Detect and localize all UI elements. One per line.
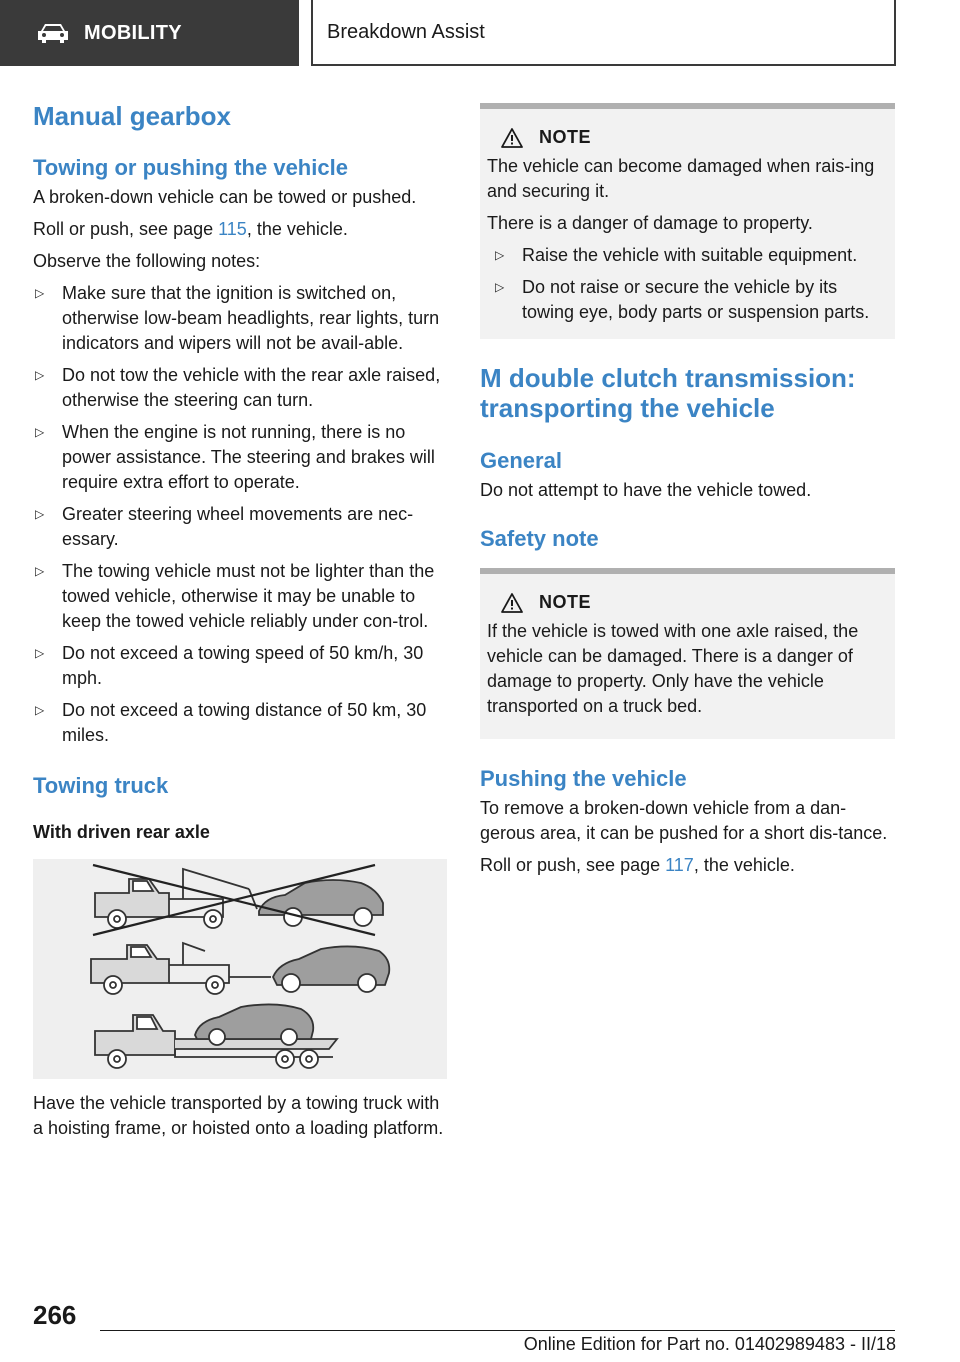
section-tab bbox=[311, 0, 896, 66]
tow-truck-lifting-icon bbox=[95, 869, 257, 928]
paragraph-roll-push-117: Roll or push, see page 117, the vehicle. bbox=[480, 855, 795, 875]
list-item: ▷ Greater steering wheel movements are nec-essary. bbox=[35, 504, 414, 549]
paragraph-observe: Observe the following notes: bbox=[33, 251, 261, 271]
list-item: ▷ Raise the vehicle with suitable equipment. bbox=[493, 243, 889, 268]
note-header bbox=[487, 127, 889, 148]
page-header bbox=[0, 0, 960, 66]
towing-methods-illustration bbox=[33, 859, 447, 1079]
triangle-bullet-icon: ▷ bbox=[495, 248, 505, 262]
section-title: Breakdown Assist bbox=[327, 20, 485, 43]
warning-icon bbox=[501, 593, 523, 613]
triangle-bullet-icon: ▷ bbox=[35, 286, 45, 300]
paragraph-general: Do not attempt to have the vehicle towed. bbox=[480, 480, 812, 500]
footer-divider bbox=[100, 1330, 895, 1331]
loaded-car-icon bbox=[195, 1004, 313, 1045]
triangle-bullet-icon: ▷ bbox=[35, 646, 45, 660]
paragraph-roll-push: Roll or push, see page 115, the vehicle. bbox=[33, 219, 348, 239]
warning-icon bbox=[501, 128, 523, 148]
left-column bbox=[33, 100, 447, 1141]
triangle-bullet-icon: ▷ bbox=[35, 564, 45, 578]
triangle-bullet-icon: ▷ bbox=[35, 368, 45, 382]
heading-towing-pushing: Towing or pushing the vehicle bbox=[33, 155, 348, 180]
mobility-tab-label: MOBILITY bbox=[84, 21, 182, 44]
caption-towing-truck: Have the vehicle transported by a towing truck with a hoisting frame, or hoisted onto a loading platform. bbox=[33, 1093, 444, 1138]
heading-towing-truck: Towing truck bbox=[33, 773, 169, 798]
note-title: NOTE bbox=[539, 592, 592, 612]
page-link-115[interactable]: 115 bbox=[218, 219, 247, 239]
list-item: ▷ When the engine is not running, there is no power assistance. The steering and brakes will require extra effort to operate. bbox=[35, 422, 435, 492]
note-header bbox=[487, 592, 889, 613]
triangle-bullet-icon: ▷ bbox=[35, 703, 45, 717]
list-item: ▷ Do not exceed a towing distance of 50 km, 30 miles. bbox=[35, 700, 427, 745]
page-number: 266 bbox=[33, 1300, 77, 1330]
heading-safety-note: Safety note bbox=[480, 526, 599, 551]
tow-truck-illustration bbox=[33, 859, 447, 1079]
note-text: The vehicle can become damaged when rais-ing and securing it. bbox=[487, 156, 875, 201]
paragraph-broken-down: A broken-down vehicle can be towed or pushed. bbox=[33, 187, 417, 207]
note-box-axle-raised bbox=[480, 568, 895, 739]
note-list bbox=[487, 243, 889, 325]
list-item: ▷ Do not exceed a towing speed of 50 km/h, 30 mph. bbox=[35, 643, 424, 688]
list-item: ▷ Do not raise or secure the vehicle by its towing eye, body parts or suspension parts. bbox=[495, 277, 870, 322]
tow-truck-hoisting-frame-icon bbox=[91, 943, 271, 994]
heading-m-double-clutch: M double clutch transmission: transporting the vehicle bbox=[480, 363, 856, 423]
mobility-tab[interactable] bbox=[0, 0, 299, 66]
note-text: There is a danger of damage to property. bbox=[487, 213, 813, 233]
note-box-raising bbox=[480, 103, 895, 339]
page-link-117[interactable]: 117 bbox=[665, 855, 694, 875]
triangle-bullet-icon: ▷ bbox=[495, 280, 505, 294]
note-title: NOTE bbox=[539, 127, 592, 147]
list-item: ▷ Do not tow the vehicle with the rear axle raised, otherwise the steering can turn. bbox=[35, 365, 441, 410]
towed-car-frame-icon bbox=[273, 946, 389, 992]
heading-pushing-vehicle: Pushing the vehicle bbox=[480, 766, 687, 791]
towed-car-lifted-icon bbox=[259, 880, 383, 926]
triangle-bullet-icon: ▷ bbox=[35, 425, 45, 439]
towing-notes-list bbox=[33, 281, 447, 748]
heading-driven-rear-axle: With driven rear axle bbox=[33, 822, 210, 842]
heading-manual-gearbox: Manual gearbox bbox=[33, 101, 231, 131]
right-column bbox=[480, 103, 895, 878]
heading-general: General bbox=[480, 448, 562, 473]
note-text: If the vehicle is towed with one axle raised, the vehicle can be damaged. There is a danger of damage to property. Only have the vehicle transported on a truck bed. bbox=[487, 621, 859, 716]
footer-edition: Online Edition for Part no. 01402989483 - II/18 bbox=[523, 1334, 896, 1354]
triangle-bullet-icon: ▷ bbox=[35, 507, 45, 521]
car-icon bbox=[36, 22, 70, 44]
list-item: ▷ The towing vehicle must not be lighter than the towed vehicle, otherwise it may be unable to keep the towed vehicle reliably under con-trol. bbox=[35, 561, 435, 631]
list-item: ▷ Make sure that the ignition is switched on, otherwise low-beam headlights, rear lights, turn indicators and wipers will not be avail-able. bbox=[35, 283, 440, 353]
paragraph-pushing: To remove a broken-down vehicle from a dan-gerous area, it can be pushed for a short dis-tance. bbox=[480, 798, 888, 843]
